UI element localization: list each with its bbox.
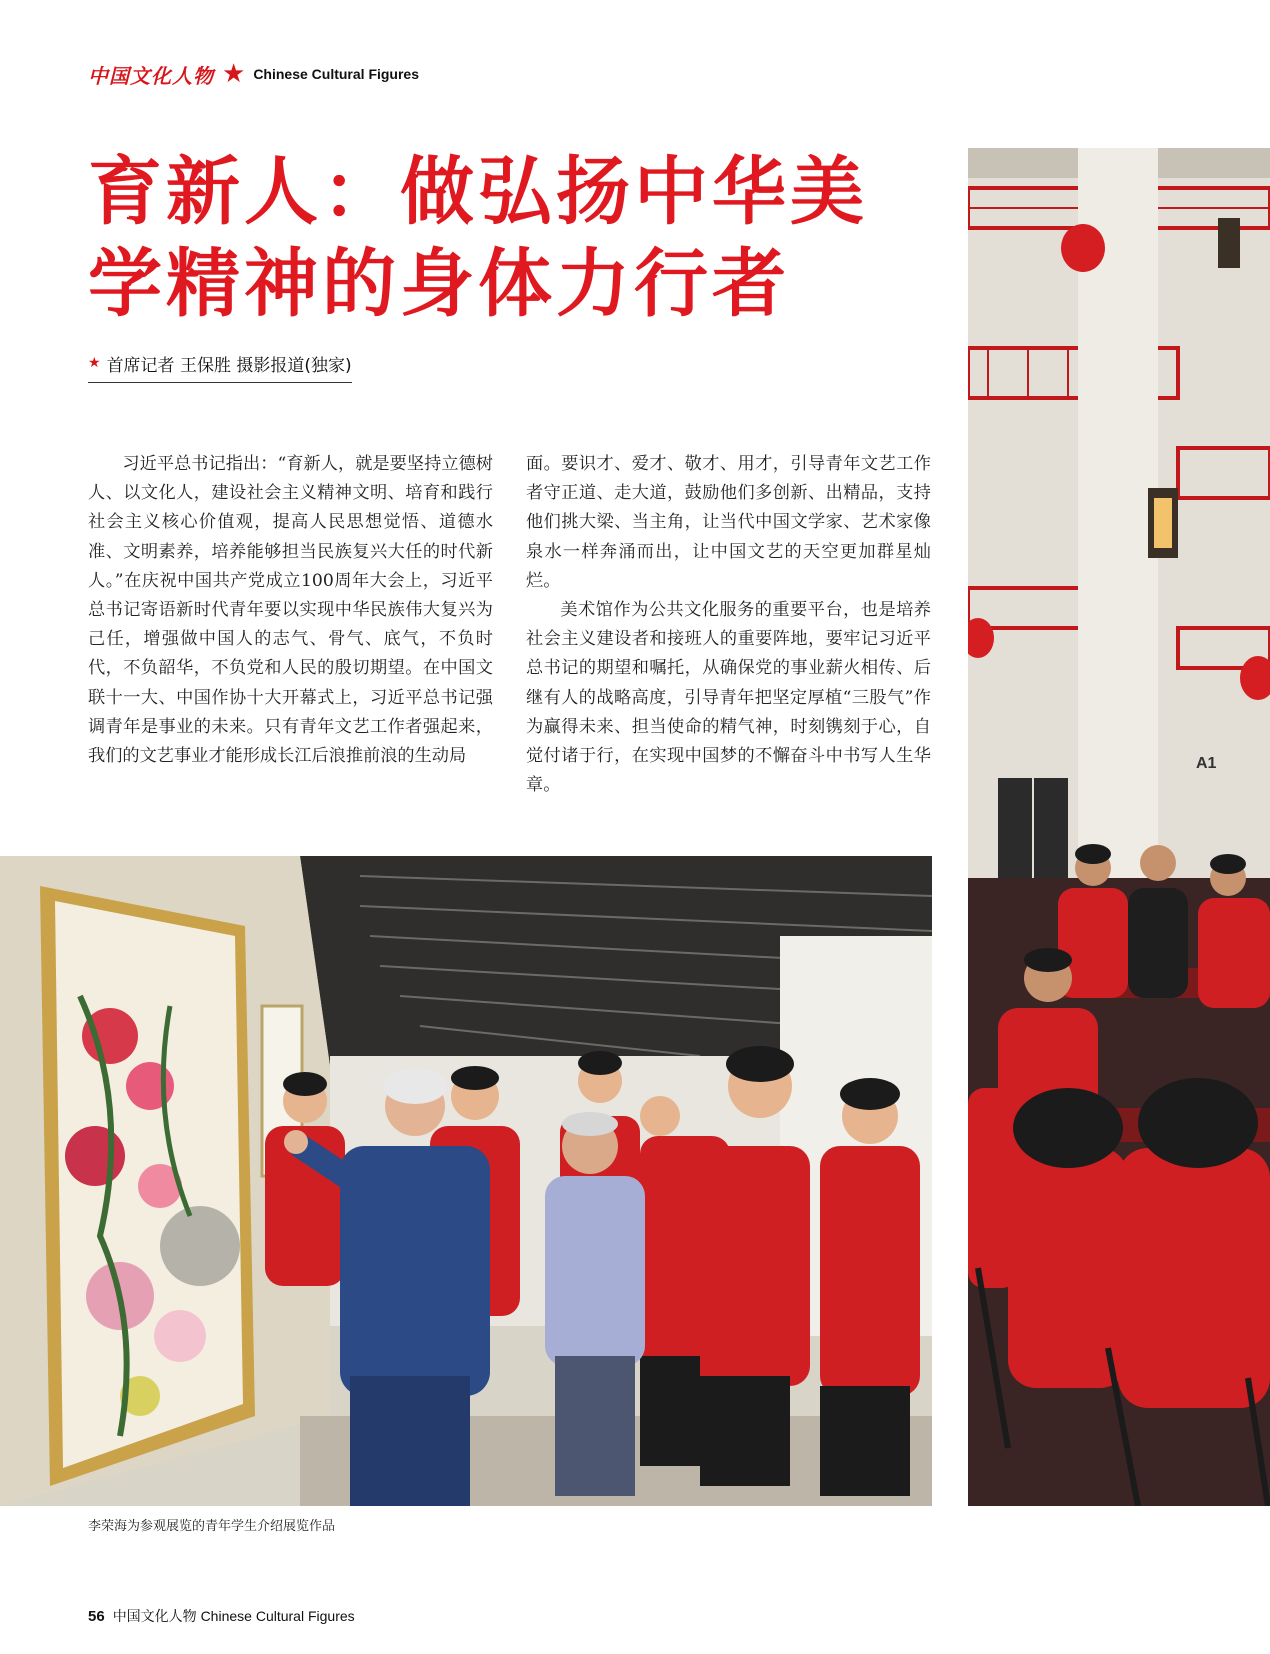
article-column-right [526,450,931,800]
article-column-left [88,450,493,771]
photo-classroom [968,148,1270,1506]
page-number: 56 [88,1608,105,1625]
star-icon: ★ [222,59,246,89]
magazine-header [88,56,419,92]
photo-caption: 李荣海为参观展览的青年学生介绍展览作品 [88,1519,336,1534]
photo-classroom-illustration [968,148,1270,1506]
byline [88,348,352,383]
magazine-brand-cn: 中国文化人物 [88,63,214,88]
article-title-line-1: 育新人：做弘扬中华美 [88,149,868,235]
article-title [88,146,938,330]
photo-gallery-visit [0,856,932,1506]
byline-text: 首席记者 王保胜 摄影报道(独家) [106,355,352,376]
photo-gallery-visit-illustration [0,856,932,1506]
star-icon: ★ [88,355,101,371]
article-paragraph: 美术馆作为公共文化服务的重要平台，也是培养社会主义建设者和接班人的重要阵地，要牢记习近平总书记的期望和嘱托，从确保党的事业薪火相传、后继有人的战略高度，引导青年把坚定厚植“三股气”作为赢得未来、担当使命的精气神，时刻镌刻于心，自觉付诸于行，在实现中国梦的不懈奋斗中书写人生华章。 [526,600,931,796]
article-paragraph: 习近平总书记指出：“育新人，就是要坚持立德树人、以文化人，建设社会主义精神文明、培育和践行社会主义核心价值观，提高人民思想觉悟、道德水准、文明素养，培养能够担当民族复兴大任的时代新人。”在庆祝中国共产党成立100周年大会上，习近平总书记寄语新时代青年要以实现中华民族伟大复兴为己任，增强做中国人的志气、骨气、底气，不负时代，不负韶华，不负党和人民的殷切期望。在中国文联十一大、中国作协十大开幕式上，习近平总书记强调青年是事业的未来。只有青年文艺工作者强起来，我们的文艺事业才能形成长江后浪推前浪的生动局 [88,454,493,767]
footer-text: 中国文化人物 Chinese Cultural Figures [112,1608,355,1624]
article-paragraph: 面。要识才、爱才、敬才、用才，引导青年文艺工作者守正道、走大道，鼓励他们多创新、出精品，支持他们挑大梁、当主角，让当代中国文学家、艺术家像泉水一样奔涌而出，让中国文艺的天空更加群星灿烂。 [526,454,931,591]
page-footer [88,1606,355,1626]
room-sign-label: A1 [1196,755,1217,772]
magazine-brand-en: Chinese Cultural Figures [253,66,420,82]
article-title-line-2: 学精神的身体力行者 [88,241,790,327]
